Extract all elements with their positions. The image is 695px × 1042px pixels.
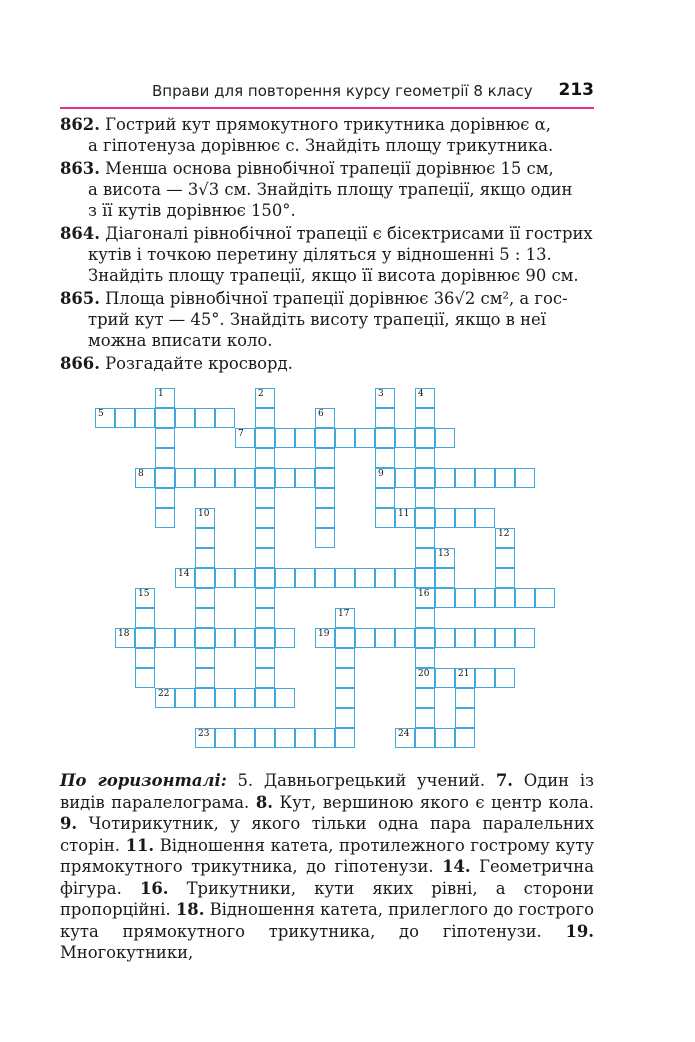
crossword-cell[interactable]: [435, 568, 455, 588]
crossword-cell[interactable]: [315, 528, 335, 548]
clue-text: Чотирикутник, у якого тільки одна пара паралельних сторін.: [60, 814, 594, 855]
crossword-cell[interactable]: [175, 688, 195, 708]
header-divider: [60, 107, 594, 109]
crossword-clue-number: 18: [118, 629, 130, 639]
crossword-cell[interactable]: [475, 628, 495, 648]
crossword-cell[interactable]: [255, 468, 275, 488]
clue-number: 16.: [139, 878, 169, 898]
crossword-cell[interactable]: [195, 568, 215, 588]
crossword-cell[interactable]: [255, 688, 275, 708]
crossword-cell[interactable]: [255, 408, 275, 428]
crossword-cell[interactable]: [335, 708, 355, 728]
crossword-clue-number: 9: [378, 469, 384, 479]
crossword-cell[interactable]: [255, 548, 275, 568]
crossword-cell[interactable]: [495, 588, 515, 608]
exercise-number: 866.: [60, 354, 100, 373]
crossword-clue-number: 22: [158, 689, 170, 699]
crossword-clue-number: 10: [198, 509, 210, 519]
crossword-clue-number: 16: [418, 589, 430, 599]
crossword-cell[interactable]: [275, 468, 295, 488]
crossword-cell[interactable]: [215, 408, 235, 428]
crossword-cell[interactable]: [335, 628, 355, 648]
crossword-cell[interactable]: [255, 608, 275, 628]
crossword-cell[interactable]: [315, 468, 335, 488]
crossword-cell[interactable]: [115, 408, 135, 428]
crossword-cell[interactable]: [435, 588, 455, 608]
crossword-cell[interactable]: [195, 468, 215, 488]
crossword-clue-number: 17: [338, 609, 350, 619]
crossword-cell[interactable]: [375, 448, 395, 468]
crossword-cell[interactable]: [295, 728, 315, 748]
exercise-text-line: Розгадайте кросворд.: [105, 354, 293, 373]
crossword-cell[interactable]: [355, 628, 375, 648]
exercise-number: 863.: [60, 159, 100, 178]
crossword-cell[interactable]: [195, 608, 215, 628]
crossword-cell[interactable]: [315, 428, 335, 448]
crossword-cell[interactable]: [155, 448, 175, 468]
exercise-number: 864.: [60, 224, 100, 243]
crossword-cell[interactable]: [435, 468, 455, 488]
exercise-text-line: Площа рівнобічної трапеції дорівнює 36√2 см², а гос-: [105, 289, 568, 308]
crossword-cell[interactable]: [475, 588, 495, 608]
crossword-cell[interactable]: [375, 568, 395, 588]
crossword-cell[interactable]: [195, 408, 215, 428]
crossword-clue-number: 14: [178, 569, 190, 579]
crossword-cell[interactable]: [335, 568, 355, 588]
crossword-cell[interactable]: [415, 468, 435, 488]
crossword-cell[interactable]: [415, 648, 435, 668]
crossword-clue-number: 7: [238, 429, 244, 439]
clue-number: 8.: [255, 792, 273, 812]
exercise-text-line: кутів і точкою перетину діляться у відношенні 5 : 13.: [88, 245, 552, 264]
exercise-text-line: Менша основа рівнобічної трапеції дорівнює 15 см,: [105, 159, 554, 178]
exercise-864: [60, 223, 594, 286]
crossword-cell[interactable]: [315, 568, 335, 588]
crossword-cell[interactable]: [235, 688, 255, 708]
crossword-cell[interactable]: [415, 608, 435, 628]
crossword-clue-number: 15: [138, 589, 150, 599]
crossword-cell[interactable]: [335, 668, 355, 688]
crossword-cell[interactable]: [475, 468, 495, 488]
crossword-cell[interactable]: [255, 628, 275, 648]
crossword-cell[interactable]: [155, 508, 175, 528]
crossword-cell[interactable]: [135, 608, 155, 628]
crossword-cell[interactable]: [435, 508, 455, 528]
crossword-cell[interactable]: [415, 428, 435, 448]
crossword-cell[interactable]: [215, 628, 235, 648]
crossword-cell[interactable]: [535, 588, 555, 608]
crossword-cell[interactable]: [155, 428, 175, 448]
exercise-862: [60, 114, 594, 156]
clue-text: Відношення катета, протилежного гострому куту прямокутного трикутника, до гіпотенузи.: [60, 835, 594, 876]
exercise-text-line: а висота — 3√3 см. Знайдіть площу трапеції, якщо один: [88, 180, 573, 199]
clue-number: 19.: [565, 921, 594, 941]
crossword-clue-number: 5: [98, 409, 104, 419]
exercise-text-line: можна вписати коло.: [88, 331, 273, 350]
crossword-cell[interactable]: [395, 628, 415, 648]
crossword-clue-number: 12: [498, 529, 510, 539]
crossword-cell[interactable]: [195, 688, 215, 708]
crossword-cell[interactable]: [195, 588, 215, 608]
crossword-cell[interactable]: [255, 508, 275, 528]
crossword-cell[interactable]: [295, 568, 315, 588]
crossword-cell[interactable]: [515, 468, 535, 488]
crossword-cell[interactable]: [355, 568, 375, 588]
crossword-cell[interactable]: [315, 488, 335, 508]
crossword-cell[interactable]: [495, 668, 515, 688]
crossword-clue-number: 19: [318, 629, 330, 639]
exercise-text-line: Діагоналі рівнобічної трапеції є бісектрисами її гострих: [105, 224, 593, 243]
crossword-clue-number: 24: [398, 729, 410, 739]
crossword-cell[interactable]: [215, 568, 235, 588]
crossword-cell[interactable]: [335, 428, 355, 448]
crossword-cell[interactable]: [415, 408, 435, 428]
crossword-cell[interactable]: [395, 428, 415, 448]
crossword-cell[interactable]: [195, 548, 215, 568]
crossword-cell[interactable]: [415, 728, 435, 748]
crossword-cell[interactable]: [195, 648, 215, 668]
clue-text: Кут, вершиною якого є центр кола.: [272, 792, 594, 812]
exercise-number: 862.: [60, 115, 100, 134]
crossword-cell[interactable]: [135, 628, 155, 648]
clue-number: 7.: [495, 771, 513, 790]
crossword-cell[interactable]: [415, 448, 435, 468]
crossword-cell[interactable]: [435, 428, 455, 448]
exercise-863: [60, 158, 594, 221]
crossword-cell[interactable]: [415, 548, 435, 568]
clue-text: Многокутники,: [60, 943, 194, 962]
exercise-text-line: а гіпотенуза дорівнює c. Знайдіть площу трикутника.: [88, 136, 554, 155]
crossword-clue-number: 4: [418, 389, 424, 399]
crossword-cell[interactable]: [215, 468, 235, 488]
crossword-cell[interactable]: [255, 648, 275, 668]
crossword-cell[interactable]: [195, 668, 215, 688]
crossword-cell[interactable]: [315, 448, 335, 468]
page-header: [60, 82, 594, 106]
crossword-clue-number: 20: [418, 669, 430, 679]
crossword-cell[interactable]: [495, 568, 515, 588]
crossword-clue-number: 1: [158, 389, 164, 399]
crossword-cell[interactable]: [275, 428, 295, 448]
crossword-cell[interactable]: [275, 568, 295, 588]
crossword-cell[interactable]: [315, 728, 335, 748]
crossword-cell[interactable]: [275, 688, 295, 708]
crossword-cell[interactable]: [255, 488, 275, 508]
crossword-cell[interactable]: [215, 688, 235, 708]
crossword-clue-number: 8: [138, 469, 144, 479]
crossword-cell[interactable]: [215, 728, 235, 748]
crossword-clue-number: 21: [458, 669, 470, 679]
exercise-866: [60, 353, 594, 374]
exercise-list: [60, 114, 594, 376]
crossword-cell[interactable]: [295, 428, 315, 448]
crossword-cell[interactable]: [275, 728, 295, 748]
crossword-cell[interactable]: [135, 648, 155, 668]
crossword-clue-number: 11: [398, 509, 410, 519]
crossword-cell[interactable]: [495, 468, 515, 488]
crossword-cell[interactable]: [235, 728, 255, 748]
exercise-text-line: Знайдіть площу трапеції, якщо її висота дорівнює 90 см.: [88, 266, 579, 285]
clue-number: 14.: [442, 857, 471, 876]
running-title: Вправи для повторення курсу геометрії 8 класу: [152, 82, 533, 100]
crossword-cell[interactable]: [435, 728, 455, 748]
crossword-cell[interactable]: [255, 428, 275, 448]
clue-text: 5. Давньогрецький учений.: [226, 771, 496, 790]
crossword-cell[interactable]: [495, 548, 515, 568]
crossword-cell[interactable]: [335, 648, 355, 668]
crossword-cell[interactable]: [255, 668, 275, 688]
crossword-cell[interactable]: [255, 728, 275, 748]
crossword-cell[interactable]: [295, 468, 315, 488]
crossword-cell[interactable]: [355, 428, 375, 448]
crossword-cell[interactable]: [335, 728, 355, 748]
crossword-cell[interactable]: [255, 448, 275, 468]
clue-text: Трикутники, кути яких рівні, а сторони пропорційні.: [60, 878, 594, 919]
crossword-cell[interactable]: [415, 628, 435, 648]
clue-number: 9.: [60, 814, 78, 833]
crossword-cell[interactable]: [415, 568, 435, 588]
crossword-clue-number: 13: [438, 549, 450, 559]
crossword-cell[interactable]: [415, 488, 435, 508]
crossword-cell[interactable]: [195, 528, 215, 548]
clue-number: 18.: [175, 900, 205, 919]
page-number: 213: [558, 80, 594, 100]
exercise-text-line: Гострий кут прямокутного трикутника дорівнює α,: [105, 115, 551, 134]
crossword-clue-number: 23: [198, 729, 210, 739]
crossword-cell[interactable]: [395, 568, 415, 588]
exercise-number: 865.: [60, 289, 100, 308]
crossword-cell[interactable]: [415, 688, 435, 708]
crossword-cell[interactable]: [515, 628, 535, 648]
crossword-cell[interactable]: [375, 628, 395, 648]
crossword-cell[interactable]: [175, 628, 195, 648]
crossword-cell[interactable]: [275, 628, 295, 648]
crossword-cell[interactable]: [255, 588, 275, 608]
crossword-cell[interactable]: [455, 628, 475, 648]
crossword-cell[interactable]: [435, 628, 455, 648]
crossword-cell[interactable]: [475, 508, 495, 528]
crossword-cell[interactable]: [315, 508, 335, 528]
crossword-cell[interactable]: [195, 628, 215, 648]
clue-text: Геометрична фігура.: [60, 857, 594, 898]
crossword-cell[interactable]: [415, 508, 435, 528]
crossword-cell[interactable]: [235, 568, 255, 588]
exercise-865: [60, 288, 594, 351]
clues-heading: По горизонталі:: [60, 771, 227, 790]
crossword-clue-number: 6: [318, 409, 324, 419]
crossword-clue-number: 3: [378, 389, 384, 399]
crossword-cell[interactable]: [455, 728, 475, 748]
exercise-text-line: з її кутів дорівнює 150°.: [88, 201, 296, 220]
crossword-cell[interactable]: [415, 528, 435, 548]
crossword-cell[interactable]: [155, 468, 175, 488]
crossword-clue-number: 2: [258, 389, 264, 399]
crossword-cell[interactable]: [375, 508, 395, 528]
crossword-cell[interactable]: [455, 468, 475, 488]
crossword-cell[interactable]: [455, 588, 475, 608]
crossword-cell[interactable]: [395, 468, 415, 488]
crossword-cell[interactable]: [175, 468, 195, 488]
crossword-cell[interactable]: [235, 628, 255, 648]
clue-number: 11.: [125, 835, 155, 855]
crossword-cell[interactable]: [415, 708, 435, 728]
crossword-cell[interactable]: [375, 488, 395, 508]
clues-text: [60, 771, 594, 962]
crossword-cell[interactable]: [135, 668, 155, 688]
crossword-cell[interactable]: [375, 428, 395, 448]
crossword-cell[interactable]: [255, 528, 275, 548]
clues-across: [60, 770, 594, 964]
crossword-cell[interactable]: [155, 488, 175, 508]
clue-text: Один із видів паралелограма.: [60, 771, 595, 812]
crossword-cell[interactable]: [255, 568, 275, 588]
crossword-cell[interactable]: [235, 468, 255, 488]
crossword-cell[interactable]: [455, 508, 475, 528]
crossword-cell[interactable]: [175, 408, 195, 428]
crossword-cell[interactable]: [435, 668, 455, 688]
crossword-cell[interactable]: [335, 688, 355, 708]
crossword-cell[interactable]: [495, 628, 515, 648]
crossword-cell[interactable]: [455, 688, 475, 708]
crossword-cell[interactable]: [375, 408, 395, 428]
crossword-cell[interactable]: [155, 628, 175, 648]
crossword-cell[interactable]: [135, 408, 155, 428]
exercise-text-line: трий кут — 45°. Знайдіть висоту трапеції, якщо в неї: [88, 310, 546, 329]
crossword-cell[interactable]: [455, 708, 475, 728]
clue-text: Відношення катета, прилеглого до гострого кута прямокутного трикутника, до гіпотенузи.: [60, 900, 594, 941]
crossword-cell[interactable]: [155, 408, 175, 428]
crossword-cell[interactable]: [515, 588, 535, 608]
crossword-cell[interactable]: [475, 668, 495, 688]
